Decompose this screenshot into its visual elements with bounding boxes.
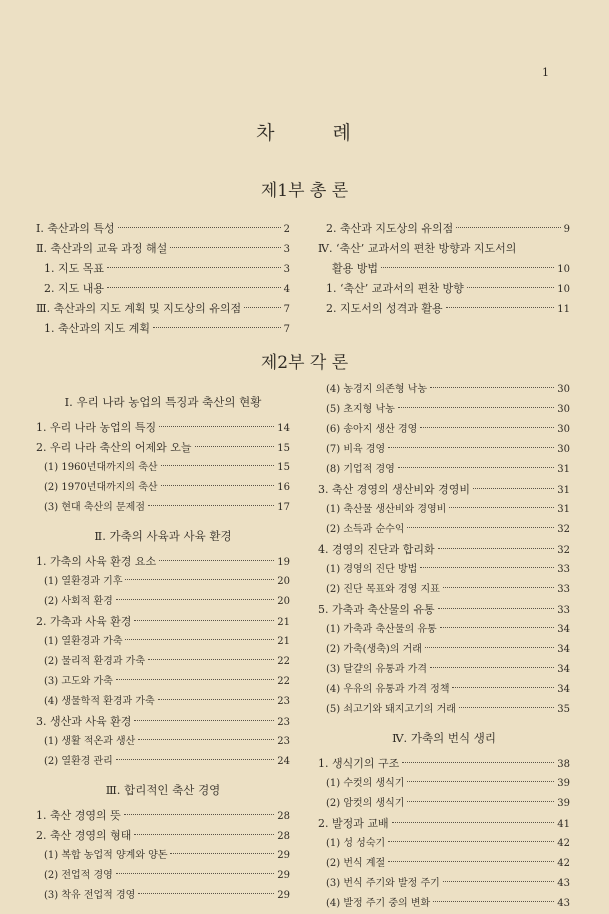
dot-leader	[153, 327, 281, 328]
toc-entry-page: 28	[277, 811, 290, 822]
toc-entry-title: (8) 기업적 경영	[326, 464, 395, 475]
toc-entry[interactable]	[36, 239, 290, 259]
toc-entry-title: (1) 가축과 축산물의 유통	[326, 624, 437, 635]
toc-entry-title: 3. 축산 경영의 생산비와 경영비	[318, 483, 470, 496]
toc-entry-title: (1) 복합 농업적 양계와 양돈	[44, 850, 168, 861]
toc-entry[interactable]	[36, 458, 290, 478]
toc-entry-title: Ⅲ. 축산과의 지도 계획 및 지도상의 유의점	[36, 302, 242, 315]
toc-entry-title: (7) 비육 경영	[326, 444, 386, 455]
toc-entry-title: Ⅳ. ‘축산’ 교과서의 편찬 방향과 지도서의	[318, 242, 517, 255]
toc-entry-page: 34	[557, 684, 570, 695]
toc-entry-title: (1) 성 성숙기	[326, 838, 386, 849]
toc-entry[interactable]	[36, 592, 290, 612]
dot-leader	[438, 608, 555, 609]
toc-entry-page: 23	[277, 736, 290, 747]
toc-entry-title: (3) 달걀의 유통과 가격	[326, 664, 427, 675]
dot-leader	[148, 659, 274, 660]
toc-entry-title: (2) 번식 계절	[326, 858, 386, 869]
toc-entry-page: 28	[277, 831, 290, 842]
toc-entry-page: 15	[277, 443, 290, 454]
toc-entry-title: (1) 열환경과 기후	[44, 576, 123, 587]
toc-entry-title: (2) 암컷의 생식기	[326, 798, 405, 809]
toc-entry[interactable]	[36, 572, 290, 592]
toc-entry-page: 3	[283, 264, 290, 275]
part2-left-column	[36, 384, 290, 906]
dot-leader	[107, 287, 281, 288]
toc-entry[interactable]	[36, 712, 290, 732]
toc-entry-title: (2) 전업적 경영	[44, 870, 113, 881]
dot-leader	[398, 407, 554, 408]
toc-entry[interactable]	[318, 874, 570, 894]
toc-entry[interactable]	[36, 498, 290, 518]
part2-right-column	[318, 380, 570, 914]
toc-entry[interactable]	[318, 600, 570, 620]
toc-entry-page: 19	[277, 557, 290, 568]
toc-entry[interactable]	[36, 886, 290, 906]
dot-leader	[438, 548, 555, 549]
toc-entry-title: 3. 생산과 사육 환경	[36, 715, 132, 728]
toc-entry-title: (4) 우유의 유통과 가격 정책	[326, 684, 450, 695]
toc-entry[interactable]	[36, 866, 290, 886]
dot-leader	[134, 834, 274, 835]
toc-entry[interactable]	[318, 620, 570, 640]
toc-entry-title: (4) 농경지 의존형 낙농	[326, 384, 427, 395]
toc-entry-page: 9	[563, 224, 570, 235]
toc-entry[interactable]	[318, 854, 570, 874]
toc-entry-title: (6) 송아지 생산 경영	[326, 424, 418, 435]
toc-entry-title: Ⅰ. 축산과의 특성	[36, 222, 115, 235]
part1-left-column	[36, 219, 290, 339]
toc-entry[interactable]	[36, 632, 290, 652]
toc-entry-title: 1. 우리 나라 농업의 특징	[36, 421, 157, 434]
dot-leader	[134, 720, 274, 721]
dot-leader	[398, 467, 554, 468]
toc-entry-page: 43	[557, 898, 570, 909]
dot-leader	[430, 387, 554, 388]
dot-leader	[420, 427, 554, 428]
toc-entry-page: 30	[557, 444, 570, 455]
toc-entry-page: 22	[277, 656, 290, 667]
toc-entry-title: (1) 1960년대까지의 축산	[44, 462, 158, 473]
toc-entry-title: 2. 가축과 사육 환경	[36, 615, 132, 628]
toc-entry-page: 32	[557, 545, 570, 556]
toc-entry-title: (4) 발정 주기 중의 변화	[326, 898, 431, 909]
toc-entry-title: (1) 수컷의 생식기	[326, 778, 405, 789]
page-number: 1	[542, 66, 549, 79]
toc-entry-page: 2	[283, 224, 290, 235]
toc-entry-page: 39	[557, 798, 570, 809]
dot-leader	[116, 599, 274, 600]
toc-entry-title: 활용 방법	[332, 262, 379, 275]
toc-entry-page: 34	[557, 624, 570, 635]
toc-entry[interactable]	[36, 552, 290, 572]
toc-entry[interactable]	[318, 380, 570, 400]
toc-entry-title: 1. ‘축산’ 교과서의 편찬 방향	[326, 282, 464, 295]
toc-entry-page: 11	[557, 304, 570, 315]
toc-entry-page: 42	[557, 858, 570, 869]
dot-leader	[159, 426, 274, 427]
toc-entry-page: 33	[557, 584, 570, 595]
title-char: 례	[332, 122, 353, 144]
toc-entry[interactable]	[36, 478, 290, 498]
dot-leader	[125, 639, 274, 640]
toc-entry[interactable]	[318, 640, 570, 660]
toc-entry-page: 22	[277, 676, 290, 687]
section-heading: Ⅲ. 합리적인 축산 경영	[105, 783, 221, 797]
toc-entry[interactable]	[36, 418, 290, 438]
toc-entry-page: 29	[277, 870, 290, 881]
toc-entry-page: 4	[283, 284, 290, 295]
toc-entry-title: (2) 진단 목표와 경영 지표	[326, 584, 440, 595]
toc-entry-title: (5) 초지형 낙농	[326, 404, 395, 415]
toc-entry[interactable]	[36, 612, 290, 632]
dot-leader	[433, 901, 554, 902]
toc-entry-page: 21	[277, 636, 290, 647]
toc-entry-page: 31	[557, 504, 570, 515]
toc-entry-page: 32	[557, 524, 570, 535]
dot-leader	[195, 446, 275, 447]
toc-entry-page: 20	[277, 596, 290, 607]
toc-entry-page: 43	[557, 878, 570, 889]
toc-entry-page: 23	[277, 696, 290, 707]
dot-leader	[446, 307, 555, 308]
toc-entry[interactable]	[318, 239, 570, 259]
part2-title: 제2부 각 론	[260, 353, 349, 373]
toc-entry[interactable]	[318, 259, 570, 279]
dot-leader	[443, 881, 554, 882]
toc-entry-title: (3) 번식 주기와 발정 주기	[326, 878, 440, 889]
toc-entry-page: 7	[283, 304, 290, 315]
toc-entry-page: 16	[277, 482, 290, 493]
dot-leader	[467, 287, 555, 288]
title-char: 차	[256, 122, 277, 144]
toc-entry-page: 29	[277, 850, 290, 861]
dot-leader	[430, 667, 554, 668]
toc-entry[interactable]	[318, 560, 570, 580]
toc-entry-page: 31	[557, 464, 570, 475]
dot-leader	[116, 873, 274, 874]
dot-leader	[116, 759, 274, 760]
dot-leader	[473, 488, 554, 489]
dot-leader	[138, 893, 274, 894]
toc-entry-page: 29	[277, 890, 290, 901]
toc-entry-page: 24	[277, 756, 290, 767]
toc-entry-title: 2. 발정과 교배	[318, 817, 389, 830]
toc-entry-title: (3) 고도와 가축	[44, 676, 113, 687]
toc-entry[interactable]	[36, 438, 290, 458]
toc-entry-page: 39	[557, 778, 570, 789]
toc-entry-title: 1. 축산과의 지도 계획	[44, 322, 150, 335]
dot-leader	[392, 822, 555, 823]
toc-entry[interactable]	[36, 319, 290, 339]
toc-entry[interactable]	[318, 299, 570, 319]
toc-entry-page: 14	[277, 423, 290, 434]
dot-leader	[138, 739, 274, 740]
toc-entry-title: (4) 생물학적 환경과 가축	[44, 696, 155, 707]
dot-leader	[388, 447, 554, 448]
dot-leader	[407, 527, 554, 528]
toc-entry[interactable]	[36, 692, 290, 712]
toc-entry[interactable]	[36, 732, 290, 752]
toc-entry[interactable]	[318, 540, 570, 560]
toc-entry[interactable]	[36, 806, 290, 826]
part1-title: 제1부 총 론	[260, 181, 349, 201]
dot-leader	[443, 587, 554, 588]
toc-entry[interactable]	[318, 700, 570, 720]
toc-entry-page: 31	[557, 485, 570, 496]
toc-entry-page: 20	[277, 576, 290, 587]
toc-entry-title: 1. 가축의 사육 환경 요소	[36, 555, 157, 568]
dot-leader	[440, 627, 555, 628]
toc-entry-title: (5) 쇠고기와 돼지고기의 거래	[326, 704, 456, 715]
dot-leader	[125, 579, 274, 580]
toc-entry-page: 38	[557, 759, 570, 770]
toc-entry-title: (3) 착유 전업적 경영	[44, 890, 136, 901]
toc-entry-page: 10	[557, 264, 570, 275]
toc-entry-page: 30	[557, 424, 570, 435]
dot-leader	[407, 801, 554, 802]
dot-leader	[388, 861, 554, 862]
dot-leader	[425, 647, 554, 648]
toc-entry-title: (1) 생활 적온과 생산	[44, 736, 136, 747]
toc-entry-page: 23	[277, 717, 290, 728]
toc-entry-title: 1. 축산 경영의 뜻	[36, 809, 121, 822]
toc-entry-page: 30	[557, 404, 570, 415]
toc-entry[interactable]	[318, 754, 570, 774]
toc-entry[interactable]	[36, 652, 290, 672]
dot-leader	[420, 567, 554, 568]
toc-entry[interactable]	[318, 440, 570, 460]
toc-entry[interactable]	[318, 520, 570, 540]
toc-entry[interactable]	[318, 834, 570, 854]
toc-entry[interactable]	[36, 826, 290, 846]
toc-entry-title: (1) 경영의 진단 방법	[326, 564, 418, 575]
toc-entry-title: (2) 소득과 순수익	[326, 524, 405, 535]
toc-entry[interactable]	[36, 672, 290, 692]
toc-entry-title: (2) 가축(생축)의 거래	[326, 644, 422, 655]
toc-entry[interactable]	[318, 680, 570, 700]
dot-leader	[159, 560, 274, 561]
toc-entry-title: (1) 열환경과 가축	[44, 636, 123, 647]
toc-entry-title: (2) 사회적 환경	[44, 596, 113, 607]
toc-entry-title: (3) 현대 축산의 문제점	[44, 502, 145, 513]
toc-entry-title: (2) 물리적 환경과 가축	[44, 656, 145, 667]
toc-entry[interactable]	[318, 420, 570, 440]
toc-entry[interactable]	[36, 219, 290, 239]
dot-leader	[161, 465, 275, 466]
toc-entry-title: 2. 지도 내용	[44, 282, 104, 295]
toc-entry-title: 4. 경영의 진단과 합리화	[318, 543, 435, 556]
toc-entry-title: 5. 가축과 축산물의 유통	[318, 603, 435, 616]
toc-entry[interactable]	[318, 460, 570, 480]
dot-leader	[402, 762, 554, 763]
dot-leader	[170, 853, 274, 854]
toc-entry-page: 17	[277, 502, 290, 513]
toc-entry-title: 2. 우리 나라 축산의 어제와 오늘	[36, 441, 192, 454]
toc-entry-title: 1. 생식기의 구조	[318, 757, 400, 770]
dot-leader	[407, 781, 554, 782]
dot-leader	[170, 247, 280, 248]
toc-entry[interactable]	[318, 400, 570, 420]
toc-entry-page: 33	[557, 605, 570, 616]
dot-leader	[161, 485, 275, 486]
toc-entry[interactable]	[318, 814, 570, 834]
toc-entry-title: 2. 지도서의 성격과 활용	[326, 302, 443, 315]
toc-entry[interactable]	[36, 259, 290, 279]
dot-leader	[449, 507, 554, 508]
toc-entry-page: 21	[277, 617, 290, 628]
toc-entry-title: (2) 1970년대까지의 축산	[44, 482, 158, 493]
dot-leader	[388, 841, 554, 842]
toc-entry-title: 2. 축산 경영의 형태	[36, 829, 132, 842]
toc-entry[interactable]	[318, 500, 570, 520]
toc-entry-title: (2) 열환경 관리	[44, 756, 113, 767]
toc-entry-page: 10	[557, 284, 570, 295]
section-heading: Ⅰ. 우리 나라 농업의 특징과 축산의 현황	[64, 395, 262, 409]
toc-entry[interactable]	[36, 279, 290, 299]
toc-entry-page: 3	[283, 244, 290, 255]
toc-entry-page: 30	[557, 384, 570, 395]
toc-entry-title: Ⅱ. 축산과의 교육 과정 해설	[36, 242, 168, 255]
toc-entry-title: 2. 축산과 지도상의 유의점	[326, 222, 454, 235]
dot-leader	[148, 505, 274, 506]
toc-entry-page: 34	[557, 664, 570, 675]
toc-entry-page: 7	[283, 324, 290, 335]
toc-entry[interactable]	[36, 299, 290, 319]
dot-leader	[158, 699, 275, 700]
toc-entry[interactable]	[318, 774, 570, 794]
dot-leader	[452, 687, 554, 688]
toc-entry-page: 35	[557, 704, 570, 715]
toc-entry-title: (1) 축산물 생산비와 경영비	[326, 504, 447, 515]
dot-leader	[459, 707, 554, 708]
toc-entry[interactable]	[318, 279, 570, 299]
toc-entry[interactable]	[318, 219, 570, 239]
dot-leader	[456, 227, 560, 228]
toc-entry[interactable]	[318, 580, 570, 600]
toc-entry-page: 34	[557, 644, 570, 655]
dot-leader	[116, 679, 274, 680]
section-heading: Ⅳ. 가축의 번식 생리	[392, 731, 496, 745]
dot-leader	[381, 267, 554, 268]
page-title	[0, 118, 609, 145]
toc-entry[interactable]	[318, 480, 570, 500]
toc-entry-page: 42	[557, 838, 570, 849]
dot-leader	[124, 814, 275, 815]
part1-right-column	[318, 219, 570, 319]
toc-entry-title: 1. 지도 목표	[44, 262, 104, 275]
toc-entry-page: 15	[277, 462, 290, 473]
toc-entry-page: 33	[557, 564, 570, 575]
dot-leader	[107, 267, 281, 268]
toc-entry-page: 41	[557, 819, 570, 830]
toc-entry[interactable]	[36, 846, 290, 866]
toc-entry[interactable]	[318, 894, 570, 914]
toc-entry[interactable]	[318, 794, 570, 814]
toc-entry[interactable]	[318, 660, 570, 680]
section-heading: Ⅱ. 가축의 사육과 사육 환경	[94, 529, 232, 543]
dot-leader	[244, 307, 281, 308]
dot-leader	[134, 620, 274, 621]
toc-entry[interactable]	[36, 752, 290, 772]
dot-leader	[118, 227, 281, 228]
